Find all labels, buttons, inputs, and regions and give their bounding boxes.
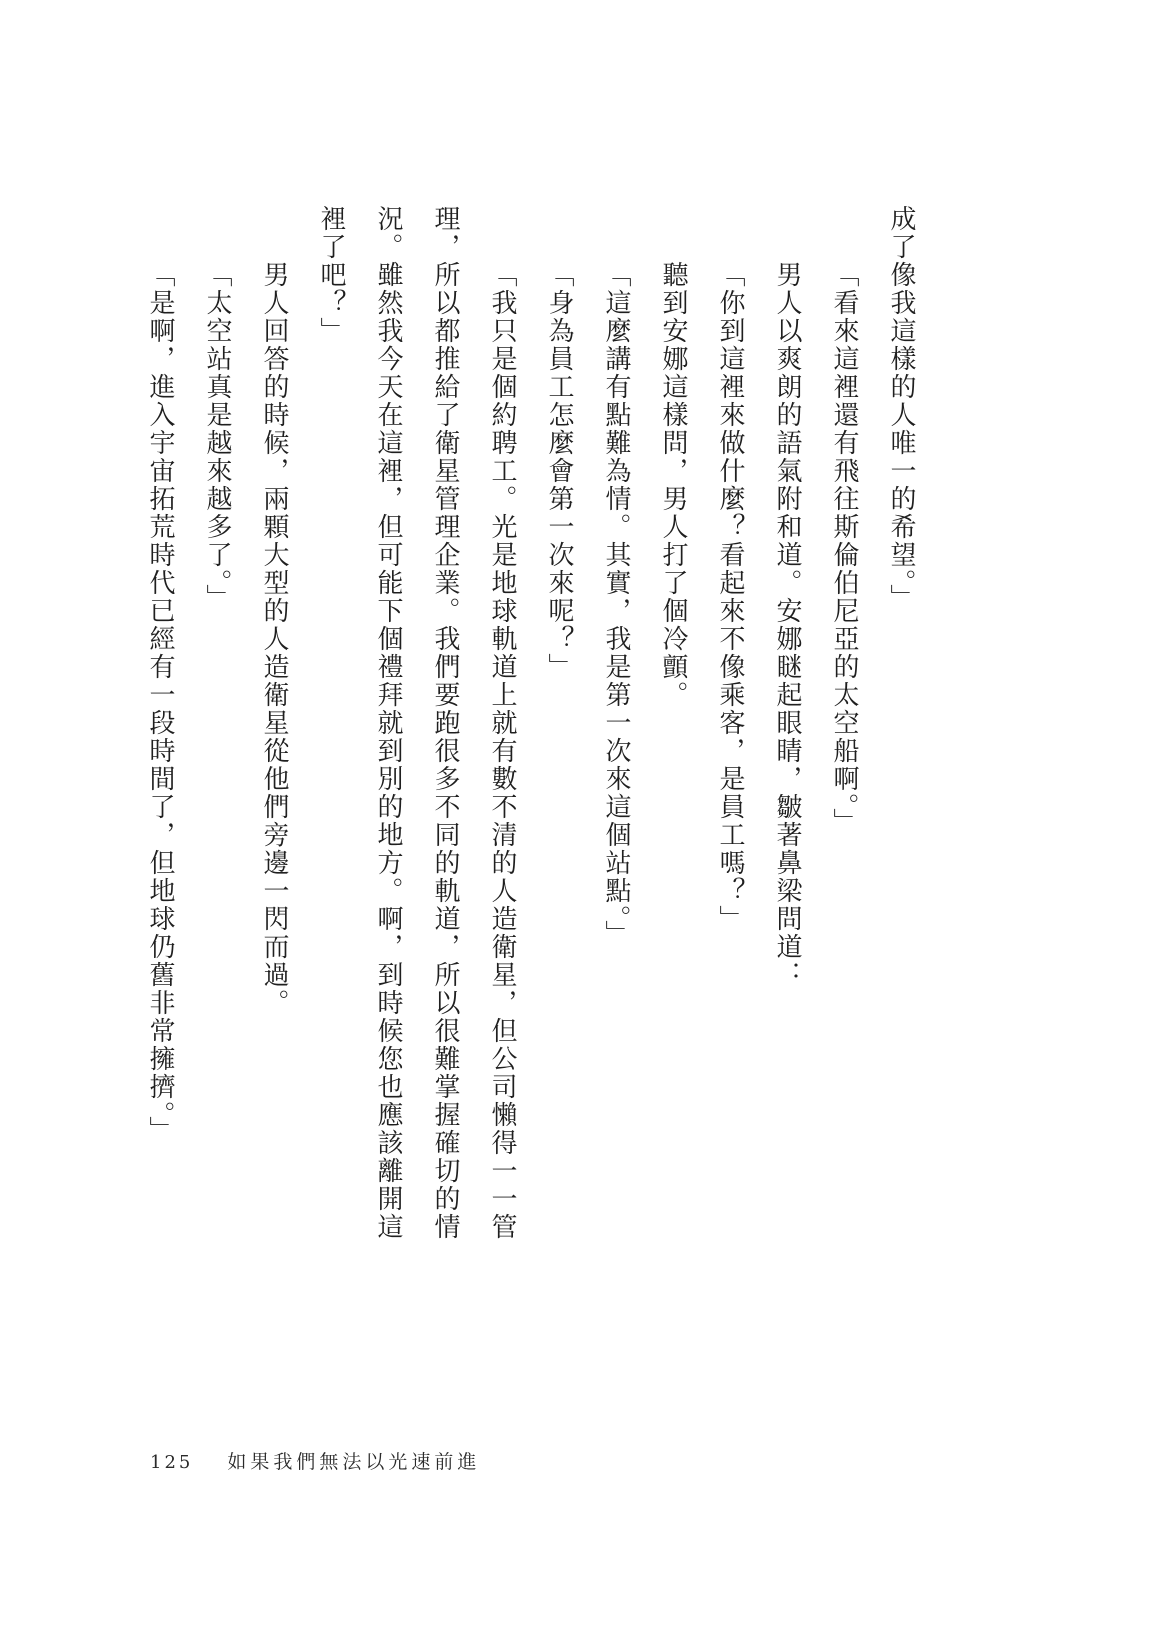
paragraph: 男人回答的時候，兩顆大型的人造衛星從他們旁邊一閃而過。	[259, 261, 289, 1017]
body-text	[131, 205, 929, 1250]
paragraph: 「身為員工怎麼會第一次來呢？」	[544, 261, 574, 681]
paragraph: 聽到安娜這樣問，男人打了個冷顫。	[658, 261, 688, 709]
paragraph: 「看來這裡還有飛往斯倫伯尼亞的太空船啊。」	[829, 261, 859, 836]
paragraph: 「我只是個約聘工。光是地球軌道上就有數不清的人造衛星，但公司懶得一一管理，所以都推給了衛星管理企業。我們要跑很多不同的軌道，所以很難掌握確切的情況。雖然我今天在這裡，但可能下個禮拜就到別的地方。啊，到時候您也應該離開這裡了吧？」	[316, 205, 517, 1241]
paragraph: 男人以爽朗的語氣附和道。安娜瞇起眼睛，皺著鼻梁問道：	[772, 261, 802, 989]
page-number: 125	[150, 1452, 194, 1473]
paragraph: 「太空站真是越來越多了。」	[202, 261, 232, 612]
paragraph: 成了像我這樣的人唯一的希望。」	[886, 205, 916, 612]
paragraph: 「是啊，進入宇宙拓荒時代已經有一段時間了，但地球仍舊非常擁擠。」	[145, 261, 175, 1144]
paragraph: 「你到這裡來做什麼？看起來不像乘客，是員工嗎？」	[715, 261, 745, 933]
page-footer	[150, 1450, 480, 1474]
running-title: 如果我們無法以光速前進	[227, 1451, 481, 1473]
paragraph: 「這麼講有點難為情。其實，我是第一次來這個站點。」	[601, 261, 631, 948]
